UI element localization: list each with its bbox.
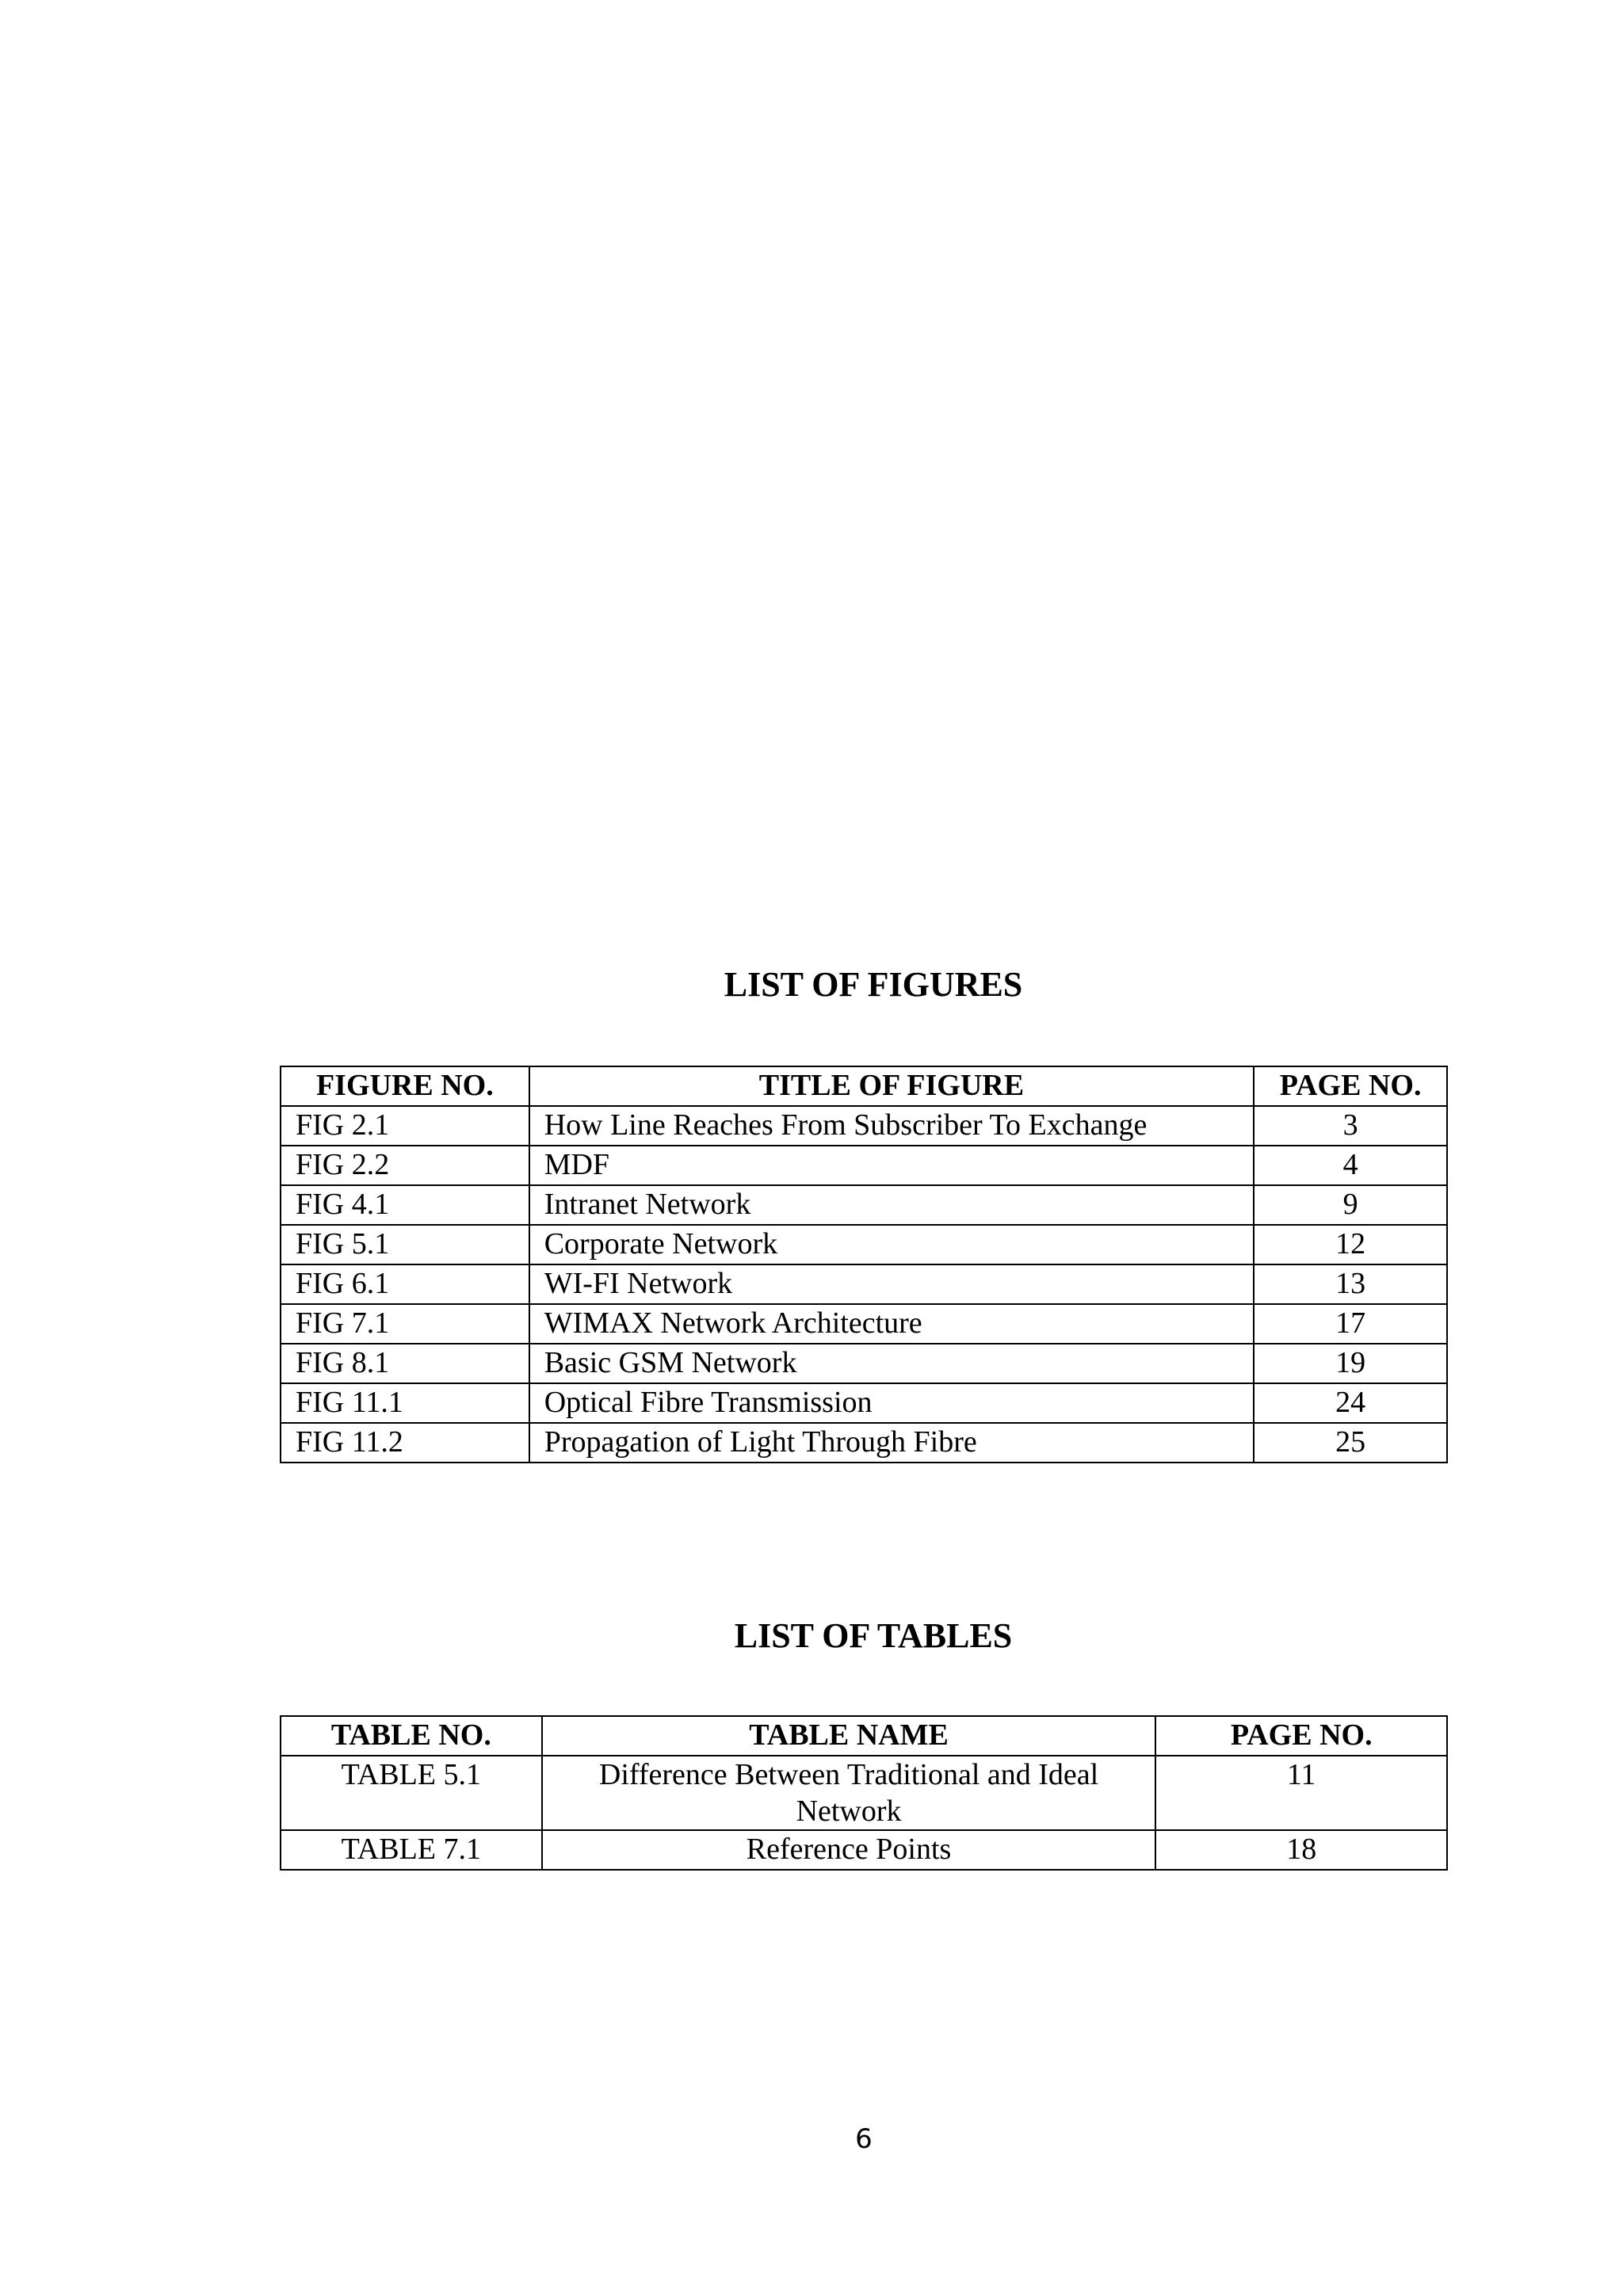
figure-page: 12: [1254, 1225, 1447, 1264]
figure-page: 13: [1254, 1264, 1447, 1304]
figure-page: 25: [1254, 1423, 1447, 1463]
table-name: Difference Between Traditional and Ideal Network: [542, 1756, 1156, 1830]
table-row: [281, 1264, 1447, 1304]
figure-title: Corporate Network: [529, 1225, 1254, 1264]
figure-number: FIG 5.1: [281, 1225, 529, 1264]
table-row: [281, 1756, 1447, 1830]
figure-number: FIG 2.2: [281, 1146, 529, 1185]
figure-title: WIMAX Network Architecture: [529, 1304, 1254, 1344]
table-row: [281, 1185, 1447, 1225]
tables-header-row: [281, 1716, 1447, 1756]
table-row: [281, 1830, 1447, 1870]
figure-number: FIG 6.1: [281, 1264, 529, 1304]
figure-number: FIG 8.1: [281, 1344, 529, 1383]
list-of-tables-heading: LIST OF TABLES: [734, 1616, 1013, 1655]
figure-title: Basic GSM Network: [529, 1344, 1254, 1383]
column-header-title-of-figure: TITLE OF FIGURE: [529, 1066, 1254, 1106]
figures-header-row: [281, 1066, 1447, 1106]
table-row: [281, 1304, 1447, 1344]
table-row: [281, 1106, 1447, 1146]
figure-title: WI-FI Network: [529, 1264, 1254, 1304]
table-number: TABLE 7.1: [281, 1830, 542, 1870]
page-number: 6: [855, 2123, 873, 2155]
figure-page: 17: [1254, 1304, 1447, 1344]
figure-number: FIG 11.2: [281, 1423, 529, 1463]
figure-title: Optical Fibre Transmission: [529, 1383, 1254, 1423]
tables-table: [280, 1715, 1448, 1871]
figure-number: FIG 4.1: [281, 1185, 529, 1225]
figure-page: 19: [1254, 1344, 1447, 1383]
figure-page: 4: [1254, 1146, 1447, 1185]
figure-title: Intranet Network: [529, 1185, 1254, 1225]
figure-title: Propagation of Light Through Fibre: [529, 1423, 1254, 1463]
column-header-page-no: PAGE NO.: [1155, 1716, 1447, 1756]
table-page: 11: [1155, 1756, 1447, 1830]
figures-table: [280, 1066, 1448, 1463]
figure-page: 24: [1254, 1383, 1447, 1423]
table-page: 18: [1155, 1830, 1447, 1870]
table-name: Reference Points: [542, 1830, 1156, 1870]
table-row: [281, 1344, 1447, 1383]
figure-title: MDF: [529, 1146, 1254, 1185]
table-row: [281, 1225, 1447, 1264]
figure-page: 3: [1254, 1106, 1447, 1146]
column-header-table-no: TABLE NO.: [281, 1716, 542, 1756]
column-header-figure-no: FIGURE NO.: [281, 1066, 529, 1106]
table-row: [281, 1146, 1447, 1185]
table-number: TABLE 5.1: [281, 1756, 542, 1830]
figure-number: FIG 11.1: [281, 1383, 529, 1423]
figure-number: FIG 2.1: [281, 1106, 529, 1146]
figure-title: How Line Reaches From Subscriber To Exchange: [529, 1106, 1254, 1146]
table-row: [281, 1423, 1447, 1463]
list-of-figures-heading: LIST OF FIGURES: [724, 965, 1023, 1004]
figure-page: 9: [1254, 1185, 1447, 1225]
column-header-page-no: PAGE NO.: [1254, 1066, 1447, 1106]
table-row: [281, 1383, 1447, 1423]
column-header-table-name: TABLE NAME: [542, 1716, 1156, 1756]
figure-number: FIG 7.1: [281, 1304, 529, 1344]
